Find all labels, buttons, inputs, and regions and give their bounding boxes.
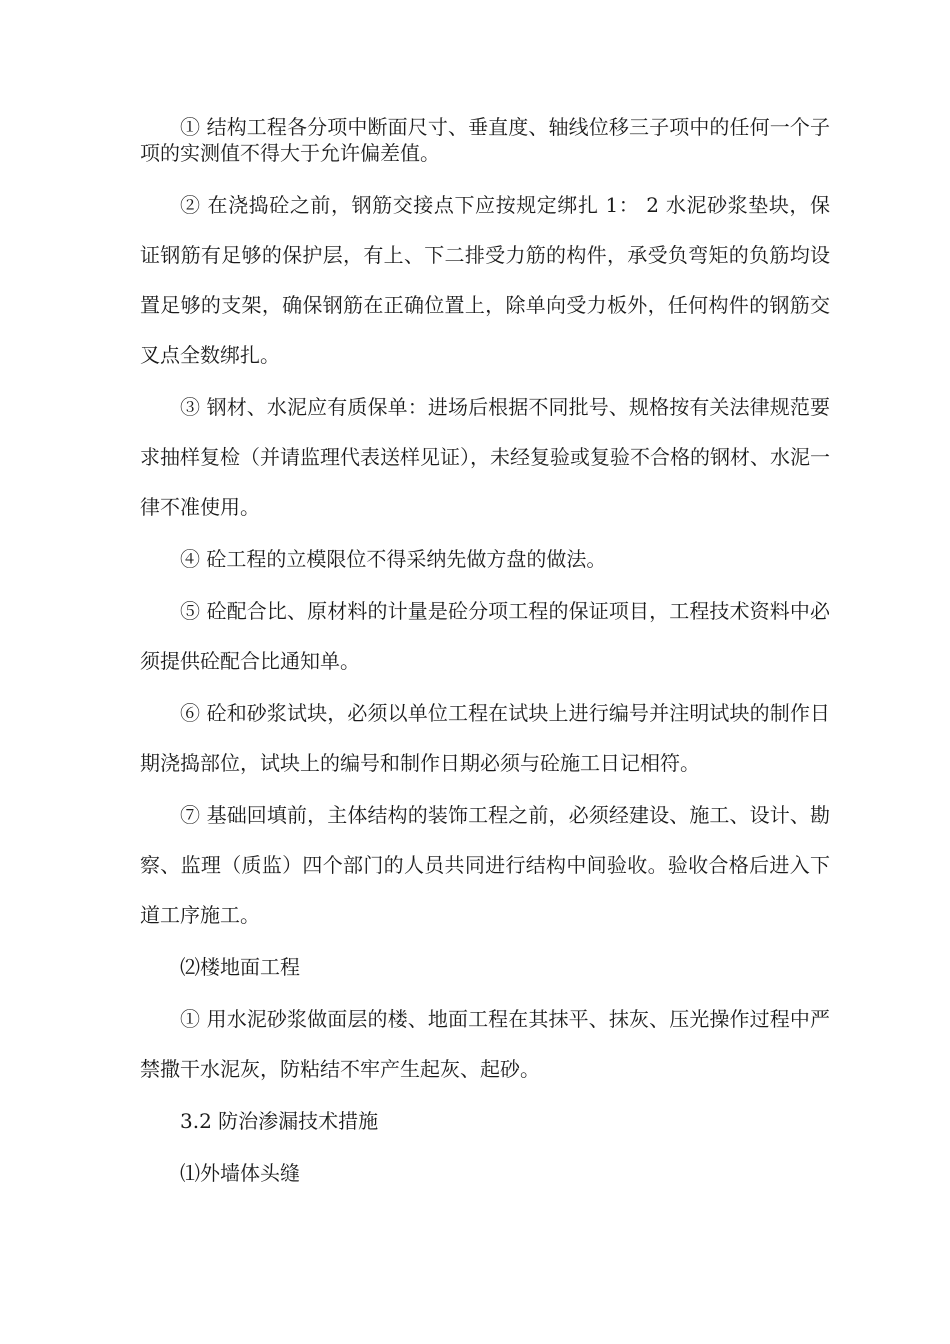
paragraph-7: ⑦ 基础回填前，主体结构的装饰工程之前，必须经建设、施工、设计、勘察、监理（质监）四个部门的人员共同进行结构中间验收。验收合格后进入下道工序施工。 xyxy=(140,803,830,927)
paragraph-3: ③ 钢材、水泥应有质保单：进场后根据不同批号、规格按有关法律规范要求抽样复检（并请监理代表送样见证），未经复验或复验不合格的钢材、水泥一律不准使用。 xyxy=(140,395,830,519)
section-heading-exterior-wall: ⑴外墙体头缝 xyxy=(180,1161,300,1185)
paragraph-4: ④ 砼工程的立模限位不得采纳先做方盘的做法。 xyxy=(180,547,607,571)
paragraph-6: ⑥ 砼和砂浆试块，必须以单位工程在试块上进行编号并注明试块的制作日期浇捣部位，试块上的编号和制作日期必须与砼施工日记相符。 xyxy=(140,701,830,775)
paragraph-1: ① 结构工程各分项中断面尺寸、垂直度、轴线位移三子项中的任何一个子项的实测值不得大于允许偏差值。 xyxy=(140,115,830,165)
section-heading-3-2: 3.2 防治渗漏技术措施 xyxy=(180,1109,379,1133)
paragraph-5: ⑤ 砼配合比、原材料的计量是砼分项工程的保证项目，工程技术资料中必须提供砼配合比通知单。 xyxy=(140,599,830,673)
section-heading-floor: ⑵楼地面工程 xyxy=(180,955,300,979)
document-body xyxy=(140,114,830,1198)
paragraph-2: ② 在浇捣砼之前，钢筋交接点下应按规定绑扎 1： 2 水泥砂浆垫块，保证钢筋有足够的保护层，有上、下二排受力筋的构件，承受负弯矩的负筋均设置足够的支架，确保钢筋在正确位置上，除单向受力板外，任何构件的钢筋交叉点全数绑扎。 xyxy=(140,193,830,367)
paragraph-8: ① 用水泥砂浆做面层的楼、地面工程在其抹平、抹灰、压光操作过程中严禁撒干水泥灰，防粘结不牢产生起灰、起砂。 xyxy=(140,1007,830,1081)
